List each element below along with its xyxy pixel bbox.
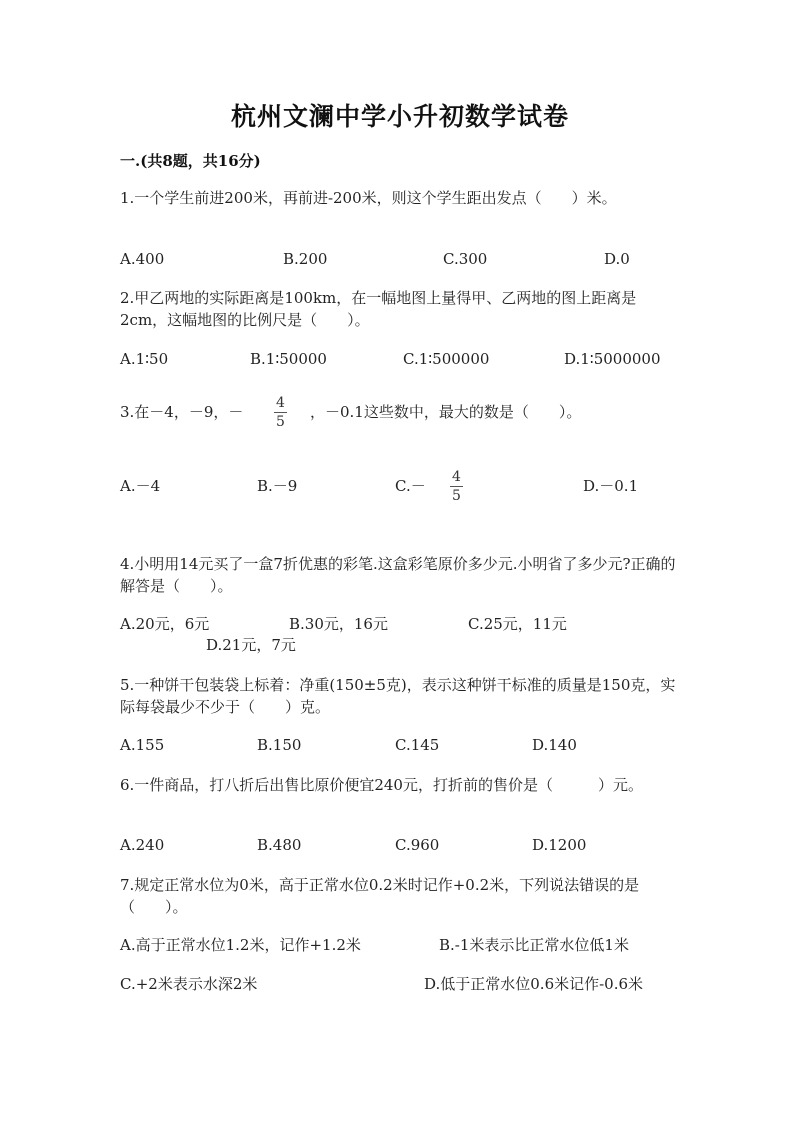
question-4-text: 4.小明用14元买了一盒7折优惠的彩笔.这盒彩笔原价多少元.小明省了多少元?正确的解答是（ ）。 [120,555,676,595]
question-5-option-c: C.145 [395,736,440,754]
fraction-numerator: 4 [452,469,461,485]
question-6-option-c: C.960 [395,836,440,854]
question-7-option-b: B.-1米表示比正常水位低1米 [439,936,629,954]
question-3-option-c-fraction [450,469,463,504]
fraction-numerator: 4 [276,395,285,411]
question-5-option-a: A.155 [120,736,165,754]
question-2-option-c: C.1∶500000 [403,350,490,368]
question-2-option-b: B.1∶50000 [250,350,327,368]
fraction-bar [450,486,463,487]
question-3-option-a: A.－4 [120,477,161,495]
question-4-option-d: D.21元，7元 [206,636,296,654]
question-2-text: 2.甲乙两地的实际距离是100km，在一幅地图上量得甲、乙两地的图上距离是2cm，这幅地图的比例尺是（ ）。 [120,289,637,329]
fraction-denominator: 5 [276,414,285,430]
question-7-option-d: D.低于正常水位0.6米记作-0.6米 [424,975,644,993]
question-1-option-b: B.200 [283,250,328,268]
question-5-text: 5.一种饼干包装袋上标着：净重(150±5克)，表示这种饼干标准的质量是150克，实际每袋最少不少于（ ）克。 [120,676,676,716]
question-3-option-b: B.－9 [257,477,298,495]
question-7-option-a: A.高于正常水位1.2米，记作+1.2米 [120,936,361,954]
question-3-option-c: C.－ [395,477,426,495]
question-6-option-b: B.480 [257,836,302,854]
question-4-option-c: C.25元，11元 [468,615,567,633]
question-3-option-d: D.－0.1 [583,477,639,495]
question-1-option-a: A.400 [120,250,165,268]
question-5-option-b: B.150 [257,736,302,754]
question-2-option-d: D.1∶5000000 [564,350,661,368]
question-1-option-d: D.0 [604,250,630,268]
fraction-denominator: 5 [452,488,461,504]
question-3-text-before: 3.在－4，－9，－ [120,403,244,421]
page-title: 杭州文澜中学小升初数学试卷 [230,102,569,131]
question-6-option-a: A.240 [120,836,165,854]
question-7-text: 7.规定正常水位为0米，高于正常水位0.2米时记作+0.2米，下列说法错误的是（ ）。 [120,876,640,916]
question-6-option-d: D.1200 [532,836,587,854]
question-2-option-a: A.1∶50 [120,350,169,368]
fraction-bar [274,412,287,413]
question-4-option-a: A.20元，6元 [120,615,210,633]
question-3-fraction [274,395,287,430]
question-1-text: 1.一个学生前进200米，再前进-200米，则这个学生距出发点（ ）米。 [120,189,617,207]
question-5-option-d: D.140 [532,736,577,754]
question-1-option-c: C.300 [443,250,488,268]
question-6-text: 6.一件商品，打八折后出售比原价便宜240元，打折前的售价是（ ）元。 [120,776,643,794]
question-3-text-after: ，－0.1这些数中，最大的数是（ ）。 [310,403,582,421]
question-7-option-c: C.+2米表示水深2米 [120,975,258,993]
section-heading: 一.(共8题，共16分) [120,152,261,170]
question-4-option-b: B.30元，16元 [289,615,388,633]
